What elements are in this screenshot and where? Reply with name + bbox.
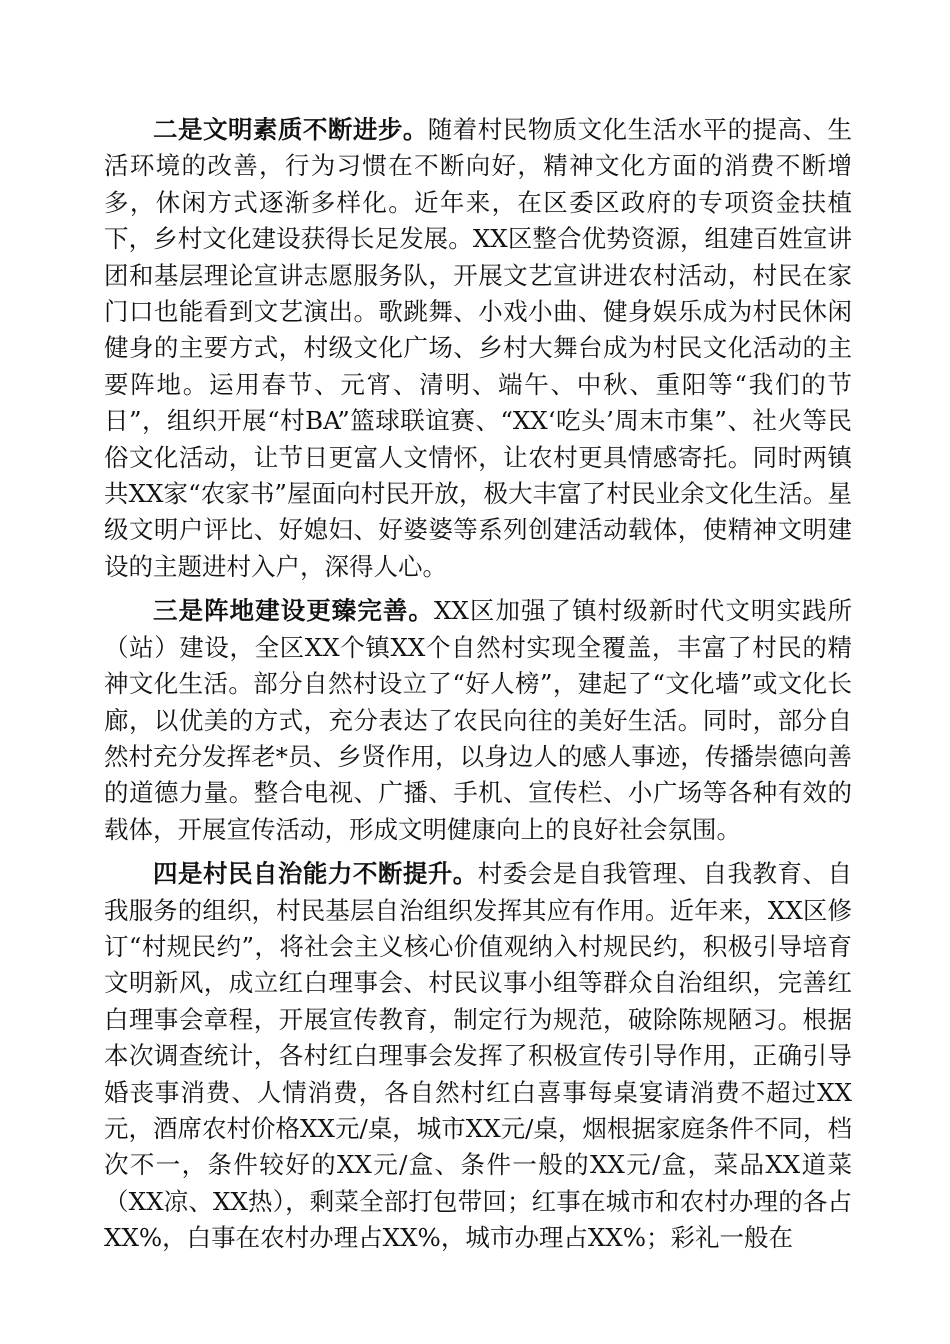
paragraph-lead: 四是村民自治能力不断提升。 <box>153 859 478 889</box>
paragraph-facilities <box>104 593 852 848</box>
paragraph-lead: 二是文明素质不断进步。 <box>153 115 428 144</box>
paragraph-body: XX区加强了镇村级新时代文明实践所（站）建设，全区XX个镇XX个自然村实现全覆盖，丰富了村民的精神文化生活。部分自然村设立了“好人榜”，建起了“文化墙”或文化长廊，以优美的方式，充分表达了农民向往的美好生活。同时，部分自然村充分发挥老*员、乡贤作用，以身边人的感人事迹，传播崇德向善的道德力量。整合电视、广播、手机、宣传栏、小广场等各种有效的载体，开展宣传活动，形成文明健康向上的良好社会氛围。 <box>104 596 852 844</box>
paragraph-self-governance <box>104 856 852 1256</box>
document-page <box>104 112 852 1265</box>
paragraph-body: 随着村民物质文化生活水平的提高、生活环境的改善，行为习惯在不断向好，精神文化方面的消费不断增多，休闲方式逐渐多样化。近年来，在区委区政府的专项资金扶植下，乡村文化建设获得长足发展。XX区整合优势资源，组建百姓宣讲团和基层理论宣讲志愿服务队，开展文艺宣讲进农村活动，村民在家门口也能看到文艺演出。歌跳舞、小戏小曲、健身娱乐成为村民休闲健身的主要方式，村级文化广场、乡村大舞台成为村民文化活动的主要阵地。运用春节、元宵、清明、端午、中秋、重阳等“我们的节日”，组织开展“村BA”篮球联谊赛、“XX‘吃头’周末市集”、社火等民俗文化活动，让节日更富人文情怀，让农村更具情感寄托。同时两镇共XX家“农家书”屋面向村民开放，极大丰富了村民业余文化生活。星级文明户评比、好媳妇、好婆婆等系列创建活动载体，使精神文明建设的主题进村入户，深得人心。 <box>104 115 852 581</box>
paragraph-body: 村委会是自我管理、自我教育、自我服务的组织，村民基层自治组织发挥其应有作用。近年来，XX区修订“村规民约”，将社会主义核心价值观纳入村规民约，积极引导培育文明新风，成立红白理事会、村民议事小组等群众自治组织，完善红白理事会章程，开展宣传教育，制定行为规范，破除陈规陋习。根据本次调查统计，各村红白理事会发挥了积极宣传引导作用，正确引导婚丧事消费、人情消费，各自然村红白喜事每桌宴请消费不超过XX元，酒席农村价格XX元/桌，城市XX元/桌，烟根据家庭条件不同，档次不一，条件较好的XX元/盒、条件一般的XX元/盒，菜品XX道菜（XX凉、XX热），剩菜全部打包带回；红事在城市和农村办理的各占XX%，白事在农村办理占XX%，城市办理占XX%；彩礼一般在 <box>104 859 853 1253</box>
paragraph-lead: 三是阵地建设更臻完善。 <box>153 596 434 626</box>
paragraph-civilization <box>104 112 852 585</box>
